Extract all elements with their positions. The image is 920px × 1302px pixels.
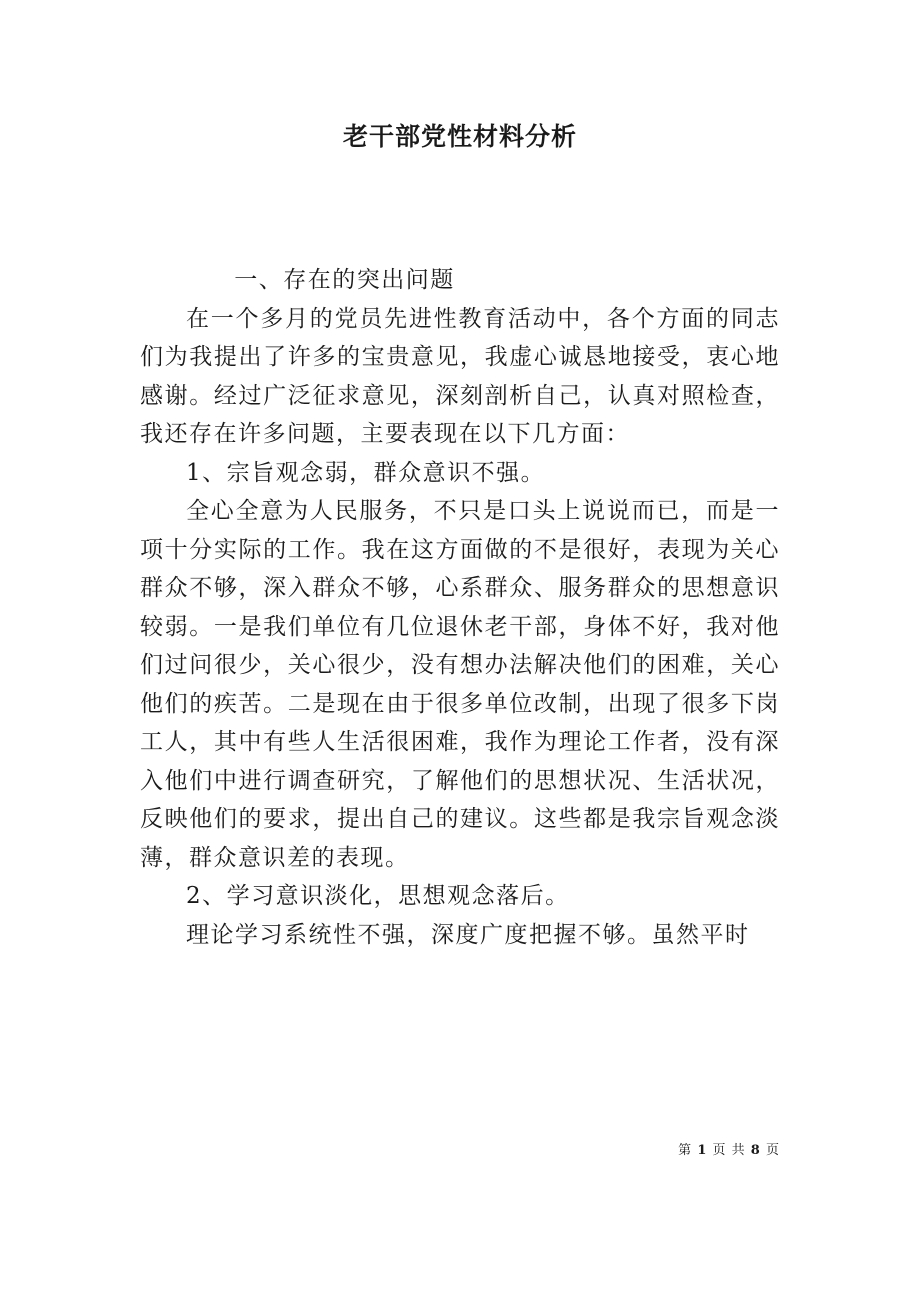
footer-prefix: 第 [678, 1143, 693, 1158]
total-pages-number: 8 [750, 1143, 761, 1158]
subsection-heading: 2、学习意识淡化，思想观念落后。 [186, 883, 570, 909]
body-paragraph: 全心全意为人民服务，不只是口头上说说而已，而是一项十分实际的工作。我在这方面做的不是很好，表现为关心群众不够，深入群众不够，心系群众、服务群众的思想意识较弱。一是我们单位有几位退休老干部，身体不好，我对他们过问很少，关心很少，没有想办法解决他们的困难，关心他们的疾苦。二是现在由于很多单位改制，出现了很多下岗工人，其中有些人生活很困难，我作为理论工作者，没有深入他们中进行调查研究，了解他们的思想状况、生活状况，反映他们的要求，提出自己的建议。这些都是我宗旨观念淡薄，群众意识差的表现。 [140, 498, 780, 871]
footer-suffix: 页 [765, 1143, 780, 1158]
document-body [140, 261, 780, 954]
body-paragraph: 理论学习系统性不强，深度广度把握不够。虽然平时 [186, 921, 750, 948]
footer-middle: 页 共 [712, 1143, 746, 1158]
subsection-heading: 1、宗旨观念弱，群众意识不强。 [186, 459, 546, 486]
page-footer [678, 1141, 780, 1161]
section-heading: 一、存在的突出问题 [234, 267, 455, 293]
body-paragraph: 在一个多月的党员先进性教育活动中，各个方面的同志们为我提出了许多的宝贵意见，我虚心诚恳地接受，衷心地感谢。经过广泛征求意见，深刻剖析自己，认真对照检查，我还存在许多问题，主要表现在以下几方面： [140, 305, 780, 447]
current-page-number: 1 [697, 1143, 708, 1158]
document-title: 老干部党性材料分析 [342, 122, 577, 151]
